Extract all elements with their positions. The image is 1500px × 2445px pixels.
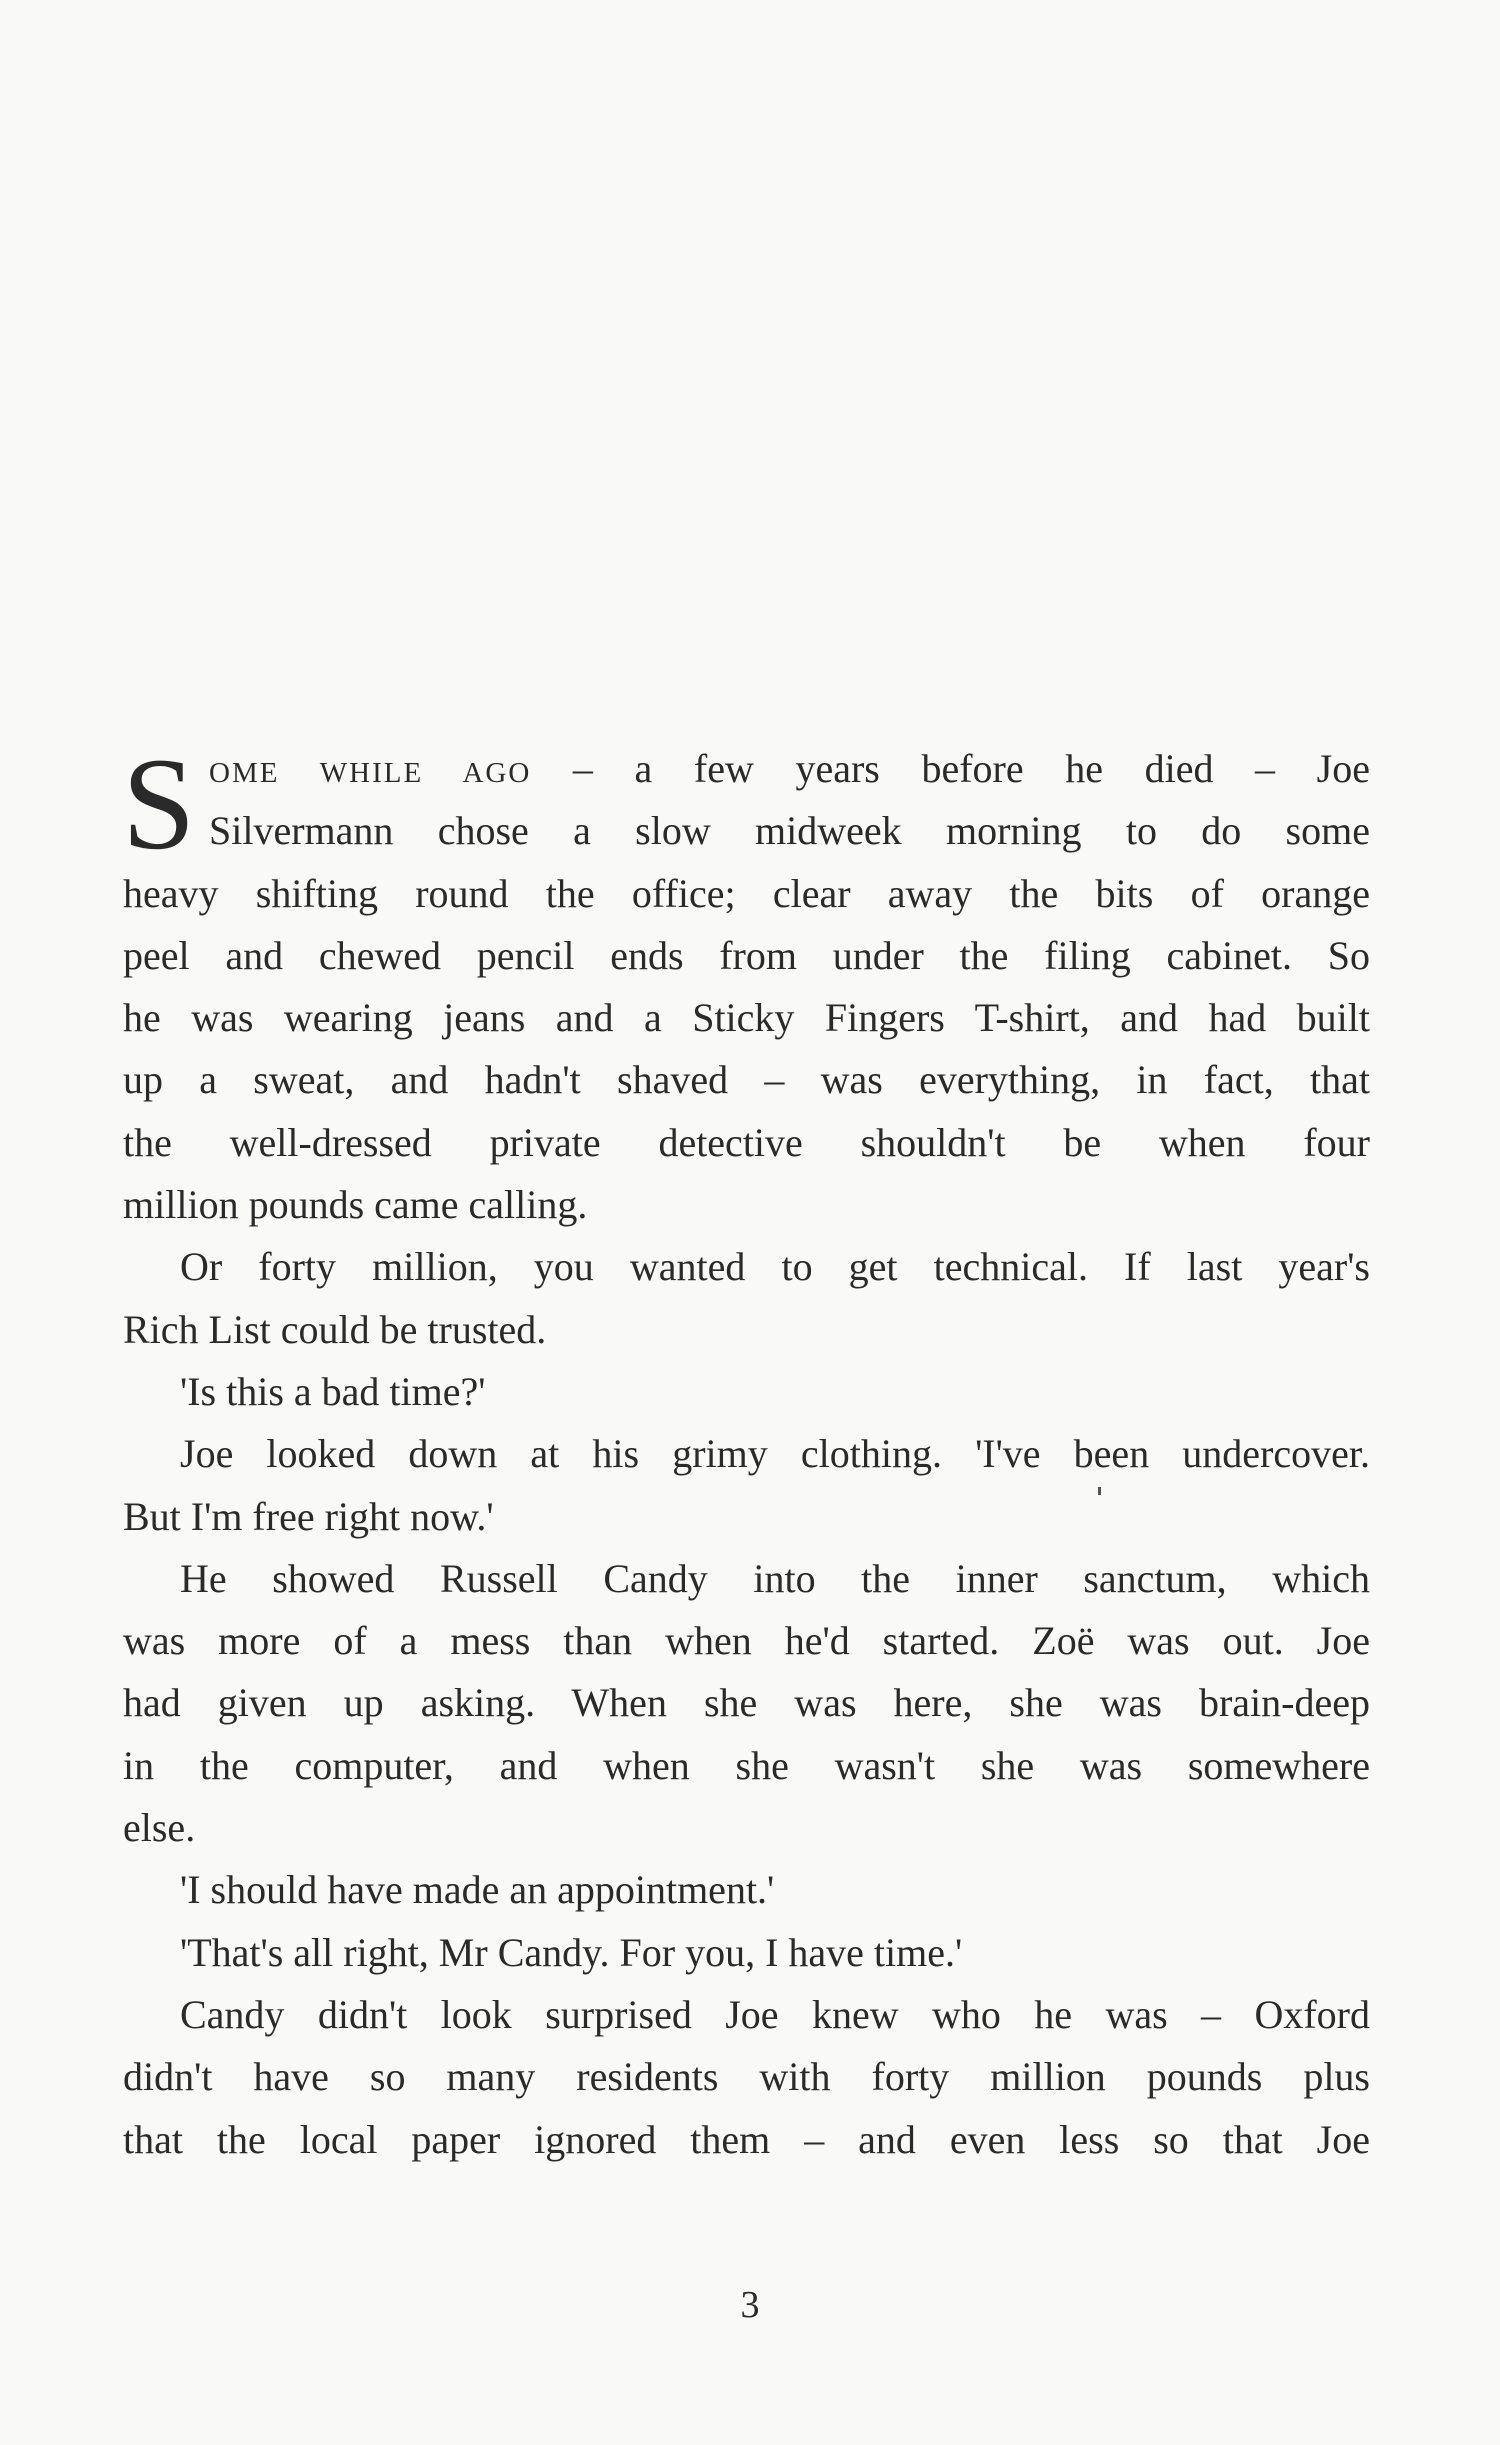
text-line-14: He showed Russell Candy into the inner sanctum, which bbox=[180, 1555, 1370, 1601]
text-line-11: 'Is this a bad time?' bbox=[180, 1368, 486, 1414]
page-number: 3 bbox=[740, 2284, 760, 2326]
text-line-16: had given up asking. When she was here, she was brain-deep bbox=[123, 1680, 1370, 1726]
print-speck bbox=[1098, 1487, 1101, 1495]
text-line-6: up a sweat, and hadn't shaved – was everything, in fact, that bbox=[123, 1057, 1370, 1103]
opening-line-rest: – a few years before he died – Joe bbox=[531, 746, 1370, 791]
text-line-13: But I'm free right now.' bbox=[123, 1493, 494, 1539]
drop-cap: S bbox=[122, 730, 196, 877]
text-line-3: heavy shifting round the office; clear away the bits of orange bbox=[123, 870, 1370, 916]
text-line-5: he was wearing jeans and a Sticky Fingers T-shirt, and had built bbox=[123, 995, 1370, 1041]
text-line-23: that the local paper ignored them – and even less so that Joe bbox=[123, 2116, 1370, 2162]
text-line-15: was more of a mess than when he'd started. Zoë was out. Joe bbox=[123, 1618, 1370, 1664]
text-line-22: didn't have so many residents with forty million pounds plus bbox=[123, 2054, 1370, 2100]
text-line-7: the well-dressed private detective shouldn't be when four bbox=[123, 1119, 1370, 1165]
text-line-2: Silvermann chose a slow midweek morning to do some bbox=[209, 808, 1370, 854]
text-line-1 bbox=[123, 738, 1370, 800]
text-line-12: Joe looked down at his grimy clothing. 'I've been undercover. bbox=[180, 1431, 1370, 1477]
text-line-21: Candy didn't look surprised Joe knew who he was – Oxford bbox=[180, 1991, 1370, 2037]
text-line-10: Rich List could be trusted. bbox=[123, 1306, 547, 1352]
body-text bbox=[122, 730, 1370, 2171]
text-line-9: Or forty million, you wanted to get technical. If last year's bbox=[180, 1244, 1370, 1290]
text-line-18: else. bbox=[123, 1805, 196, 1851]
text-line-20: 'That's all right, Mr Candy. For you, I have time.' bbox=[180, 1929, 963, 1975]
text-line-8: million pounds came calling. bbox=[123, 1182, 588, 1228]
text-line-17: in the computer, and when she wasn't she was somewhere bbox=[123, 1742, 1370, 1788]
text-line-19: 'I should have made an appointment.' bbox=[180, 1867, 775, 1913]
opening-smallcaps: OME WHILE AGO bbox=[209, 757, 532, 789]
text-line-4: peel and chewed pencil ends from under the filing cabinet. So bbox=[123, 932, 1370, 978]
